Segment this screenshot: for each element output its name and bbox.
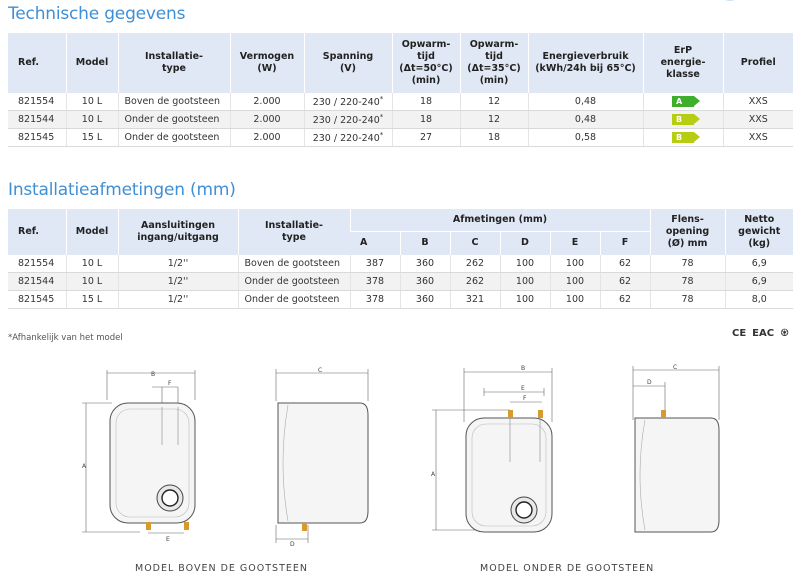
technical-data-table bbox=[8, 33, 793, 147]
col-b: B bbox=[400, 231, 450, 255]
dim-label-b: B bbox=[151, 371, 156, 378]
cell-installatie: Onder de gootsteen bbox=[238, 291, 350, 309]
cell-aansluitingen: 1/2'' bbox=[118, 291, 238, 309]
decorative-arc bbox=[690, 0, 770, 10]
dim-label-f: F bbox=[168, 380, 172, 387]
col-erp: ErP energie- klasse bbox=[643, 33, 723, 93]
cell-a: 378 bbox=[350, 273, 400, 291]
table-row bbox=[8, 111, 793, 129]
dim-label-d: D bbox=[290, 541, 295, 548]
certification-marks bbox=[732, 328, 789, 339]
cell-installatie: Boven de gootsteen bbox=[238, 255, 350, 273]
col-installatie: Installatie- type bbox=[118, 33, 230, 93]
cell-ref: 821554 bbox=[8, 93, 66, 111]
col-profiel: Profiel bbox=[723, 33, 793, 93]
col-ref: Ref. bbox=[8, 33, 66, 93]
cell-installatie: Onder de gootsteen bbox=[118, 129, 230, 147]
eac-mark-icon: EAC bbox=[752, 328, 775, 339]
col-gewicht: Netto gewicht (kg) bbox=[725, 209, 793, 255]
col-f: F bbox=[600, 231, 650, 255]
cell-aansluitingen: 1/2'' bbox=[118, 273, 238, 291]
cell-installatie: Boven de gootsteen bbox=[118, 93, 230, 111]
dim-label-c: C bbox=[673, 364, 678, 371]
col-flensopening: Flens- opening (Ø) mm bbox=[650, 209, 725, 255]
cell-b: 360 bbox=[400, 273, 450, 291]
erp-label-a: A bbox=[672, 96, 694, 107]
cell-b: 360 bbox=[400, 291, 450, 309]
cell-erp bbox=[643, 111, 723, 129]
cell-vermogen: 2.000 bbox=[230, 111, 304, 129]
col-opwarmtijd-50: Opwarm- tijd (Δt=50°C) (min) bbox=[392, 33, 460, 93]
cell-d: 100 bbox=[500, 291, 550, 309]
dim-label-a: A bbox=[431, 471, 436, 478]
cell-spanning: 230 / 220-240* bbox=[304, 111, 392, 129]
cell-ref: 821545 bbox=[8, 129, 66, 147]
cell-opwarmtijd-50: 27 bbox=[392, 129, 460, 147]
col-a: A bbox=[350, 231, 400, 255]
cell-ref: 821544 bbox=[8, 111, 66, 129]
cell-spanning: 230 / 220-240* bbox=[304, 93, 392, 111]
col-opwarmtijd-35: Opwarm- tijd (Δt=35°C) (min) bbox=[460, 33, 528, 93]
cell-model: 10 L bbox=[66, 273, 118, 291]
cell-gewicht: 6,9 bbox=[725, 273, 793, 291]
cell-e: 100 bbox=[550, 291, 600, 309]
cell-model: 15 L bbox=[66, 129, 118, 147]
cell-vermogen: 2.000 bbox=[230, 93, 304, 111]
cell-flens: 78 bbox=[650, 291, 725, 309]
cell-flens: 78 bbox=[650, 273, 725, 291]
cell-ref: 821554 bbox=[8, 255, 66, 273]
caption-below-sink: MODEL ONDER DE GOOTSTEEN bbox=[480, 563, 655, 574]
cell-erp bbox=[643, 93, 723, 111]
cell-e: 100 bbox=[550, 273, 600, 291]
dim-label-e: E bbox=[166, 536, 170, 543]
cell-f: 62 bbox=[600, 291, 650, 309]
table-row bbox=[8, 273, 793, 291]
table-row bbox=[8, 129, 793, 147]
cell-f: 62 bbox=[600, 255, 650, 273]
cell-b: 360 bbox=[400, 255, 450, 273]
col-model: Model bbox=[66, 33, 118, 93]
col-ref: Ref. bbox=[8, 209, 66, 255]
cell-profiel: XXS bbox=[723, 93, 793, 111]
weee-mark-icon: ♼ bbox=[780, 328, 790, 339]
dim-label-f: F bbox=[523, 395, 527, 402]
dim-label-a: A bbox=[82, 463, 87, 470]
installation-dimensions-title: Installatieafmetingen (mm) bbox=[8, 180, 236, 200]
col-vermogen: Vermogen (W) bbox=[230, 33, 304, 93]
cell-aansluitingen: 1/2'' bbox=[118, 255, 238, 273]
col-aansluitingen: Aansluitingen ingang/uitgang bbox=[118, 209, 238, 255]
col-installatie: Installatie- type bbox=[238, 209, 350, 255]
cell-ref: 821545 bbox=[8, 291, 66, 309]
col-model: Model bbox=[66, 209, 118, 255]
cell-a: 387 bbox=[350, 255, 400, 273]
erp-label-b: B bbox=[672, 114, 694, 125]
cell-opwarmtijd-35: 12 bbox=[460, 111, 528, 129]
cell-d: 100 bbox=[500, 255, 550, 273]
cell-gewicht: 6,9 bbox=[725, 255, 793, 273]
cell-energie: 0,48 bbox=[528, 111, 643, 129]
col-c: C bbox=[450, 231, 500, 255]
col-afmetingen: Afmetingen (mm) bbox=[350, 209, 650, 231]
cell-e: 100 bbox=[550, 255, 600, 273]
cell-opwarmtijd-35: 18 bbox=[460, 129, 528, 147]
caption-above-sink: MODEL BOVEN DE GOOTSTEEN bbox=[135, 563, 308, 574]
cell-d: 100 bbox=[500, 273, 550, 291]
table-header-row bbox=[8, 209, 793, 231]
col-energieverbruik: Energieverbruik (kWh/24h bij 65°C) bbox=[528, 33, 643, 93]
col-d: D bbox=[500, 231, 550, 255]
cell-f: 62 bbox=[600, 273, 650, 291]
diagram-side-above-sink bbox=[268, 365, 383, 550]
cell-a: 378 bbox=[350, 291, 400, 309]
installation-dimensions-table bbox=[8, 209, 793, 309]
diagram-side-below-sink bbox=[625, 362, 735, 547]
cell-erp bbox=[643, 129, 723, 147]
cell-gewicht: 8,0 bbox=[725, 291, 793, 309]
ce-mark-icon: CE bbox=[732, 328, 747, 339]
dim-label-b: B bbox=[521, 365, 526, 372]
cell-vermogen: 2.000 bbox=[230, 129, 304, 147]
footnote: *Afhankelijk van het model bbox=[8, 333, 123, 343]
diagram-front-below-sink bbox=[428, 362, 578, 547]
cell-installatie: Onder de gootsteen bbox=[238, 273, 350, 291]
cell-model: 15 L bbox=[66, 291, 118, 309]
cell-profiel: XXS bbox=[723, 111, 793, 129]
table-row bbox=[8, 255, 793, 273]
cell-flens: 78 bbox=[650, 255, 725, 273]
erp-label-b: B bbox=[672, 132, 694, 143]
cell-energie: 0,58 bbox=[528, 129, 643, 147]
cell-model: 10 L bbox=[66, 111, 118, 129]
technical-data-title: Technische gegevens bbox=[8, 4, 186, 24]
cell-model: 10 L bbox=[66, 93, 118, 111]
dim-label-d: D bbox=[647, 379, 652, 386]
table-header-row bbox=[8, 33, 793, 93]
cell-installatie: Onder de gootsteen bbox=[118, 111, 230, 129]
table-row bbox=[8, 291, 793, 309]
cell-profiel: XXS bbox=[723, 129, 793, 147]
table-row bbox=[8, 93, 793, 111]
cell-spanning: 230 / 220-240* bbox=[304, 129, 392, 147]
dim-label-e: E bbox=[521, 385, 525, 392]
col-spanning: Spanning (V) bbox=[304, 33, 392, 93]
cell-c: 321 bbox=[450, 291, 500, 309]
cell-model: 10 L bbox=[66, 255, 118, 273]
col-e: E bbox=[550, 231, 600, 255]
cell-ref: 821544 bbox=[8, 273, 66, 291]
diagram-front-above-sink bbox=[80, 365, 215, 550]
cell-opwarmtijd-50: 18 bbox=[392, 93, 460, 111]
cell-c: 262 bbox=[450, 273, 500, 291]
cell-energie: 0,48 bbox=[528, 93, 643, 111]
cell-opwarmtijd-35: 12 bbox=[460, 93, 528, 111]
cell-c: 262 bbox=[450, 255, 500, 273]
cell-opwarmtijd-50: 18 bbox=[392, 111, 460, 129]
dim-label-c: C bbox=[318, 367, 323, 374]
